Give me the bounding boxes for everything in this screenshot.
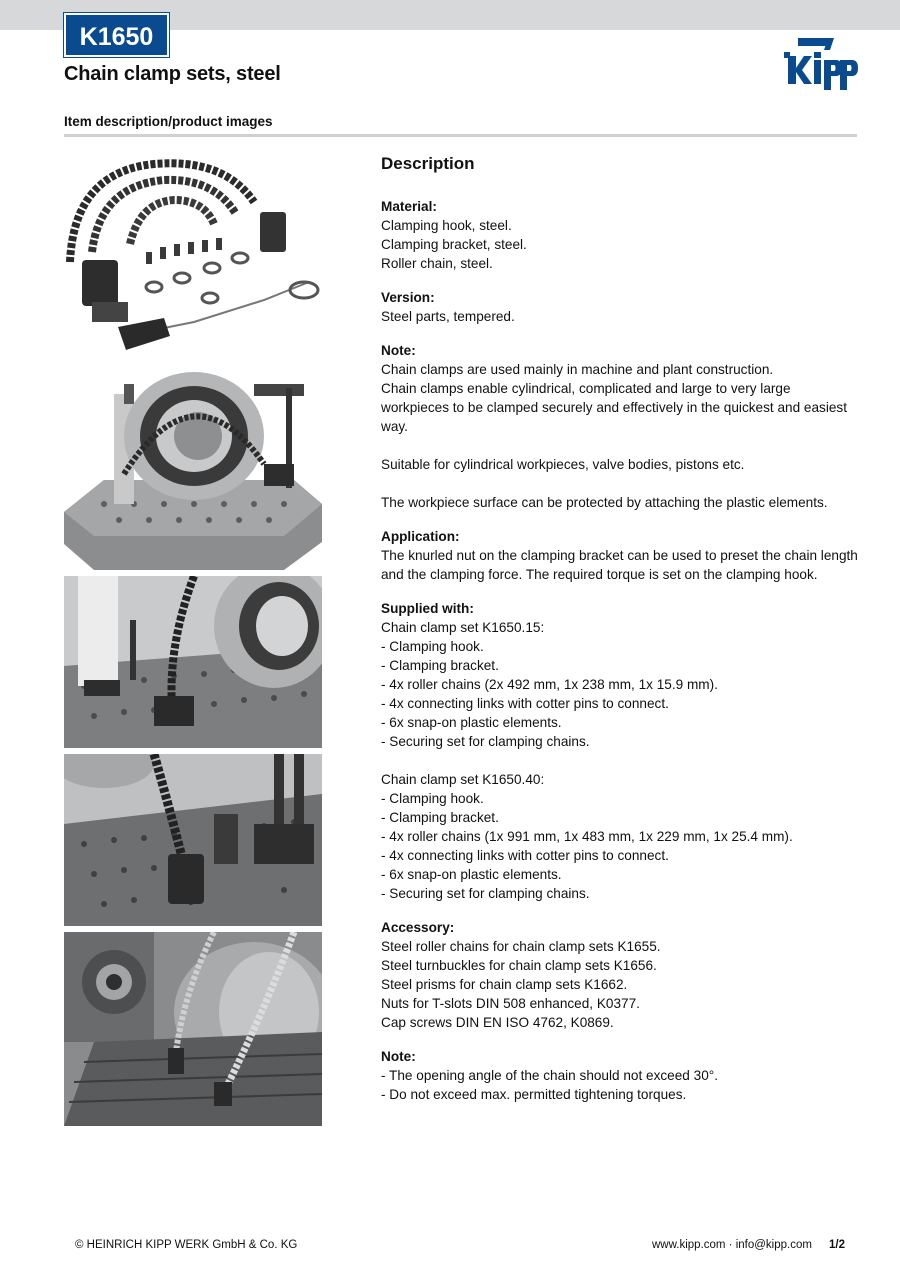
kipp-logo bbox=[784, 38, 858, 90]
note-paragraph: The workpiece surface can be protected by attaching the plastic elements. bbox=[381, 495, 828, 510]
material-section bbox=[381, 197, 861, 273]
note-label: Note: bbox=[381, 343, 416, 358]
product-image-machine-setup bbox=[64, 932, 322, 1126]
note-line: - Do not exceed max. permitted tightening torques. bbox=[381, 1087, 687, 1102]
description-content bbox=[381, 152, 861, 1119]
header-rule bbox=[64, 134, 857, 137]
product-image-housing-clamped bbox=[64, 364, 322, 570]
set-title: Chain clamp set K1650.40: bbox=[381, 772, 545, 787]
list-item: - 4x roller chains (1x 991 mm, 1x 483 mm, 1x 229 mm, 1x 25.4 mm). bbox=[381, 829, 793, 844]
application-text: The knurled nut on the clamping bracket can be used to preset the chain length and the clamping force. The required torque is set on the clamping hook. bbox=[381, 548, 858, 582]
material-line: Roller chain, steel. bbox=[381, 256, 493, 271]
set-title: Chain clamp set K1650.15: bbox=[381, 620, 545, 635]
accessory-line: Nuts for T-slots DIN 508 enhanced, K0377. bbox=[381, 996, 640, 1011]
material-label: Material: bbox=[381, 199, 437, 214]
material-line: Clamping bracket, steel. bbox=[381, 237, 527, 252]
footer-contact: www.kipp.com · info@kipp.com bbox=[652, 1239, 812, 1251]
note-paragraph: Suitable for cylindrical workpieces, valve bodies, pistons etc. bbox=[381, 457, 745, 472]
accessory-line: Cap screws DIN EN ISO 4762, K0869. bbox=[381, 1015, 614, 1030]
accessory-section bbox=[381, 918, 861, 1032]
list-item: - Clamping hook. bbox=[381, 791, 484, 806]
application-label: Application: bbox=[381, 529, 460, 544]
note-section bbox=[381, 341, 861, 512]
list-item: - 4x connecting links with cotter pins to connect. bbox=[381, 848, 669, 863]
list-item: - 4x connecting links with cotter pins to connect. bbox=[381, 696, 669, 711]
version-line: Steel parts, tempered. bbox=[381, 309, 515, 324]
list-item: - Clamping bracket. bbox=[381, 658, 499, 673]
list-item: - 6x snap-on plastic elements. bbox=[381, 715, 562, 730]
note-paragraph: Chain clamps are used mainly in machine and plant construction. bbox=[381, 362, 774, 377]
list-item: - Securing set for clamping chains. bbox=[381, 886, 590, 901]
section-subtitle: Item description/product images bbox=[64, 114, 273, 129]
list-item: - Securing set for clamping chains. bbox=[381, 734, 590, 749]
page-number: 1/2 bbox=[829, 1239, 845, 1251]
material-line: Clamping hook, steel. bbox=[381, 218, 512, 233]
note-line: - The opening angle of the chain should not exceed 30°. bbox=[381, 1068, 718, 1083]
product-image-chain-set bbox=[64, 152, 322, 360]
accessory-line: Steel roller chains for chain clamp sets K1655. bbox=[381, 939, 661, 954]
list-item: - Clamping hook. bbox=[381, 639, 484, 654]
product-image-clamping-hook bbox=[64, 754, 322, 926]
version-label: Version: bbox=[381, 290, 435, 305]
page-title: Chain clamp sets, steel bbox=[64, 63, 281, 85]
accessory-line: Steel prisms for chain clamp sets K1662. bbox=[381, 977, 628, 992]
supplied-section bbox=[381, 599, 861, 903]
footer-copyright: © HEINRICH KIPP WERK GmbH & Co. KG bbox=[75, 1239, 298, 1251]
note-label: Note: bbox=[381, 1049, 416, 1064]
note-section-2 bbox=[381, 1047, 861, 1104]
list-item: - Clamping bracket. bbox=[381, 810, 499, 825]
product-image-chain-detail bbox=[64, 576, 322, 748]
accessory-line: Steel turnbuckles for chain clamp sets K1656. bbox=[381, 958, 657, 973]
product-code-badge: K1650 bbox=[64, 13, 169, 57]
version-section bbox=[381, 288, 861, 326]
accessory-label: Accessory: bbox=[381, 920, 455, 935]
supplied-label: Supplied with: bbox=[381, 601, 474, 616]
list-item: - 6x snap-on plastic elements. bbox=[381, 867, 562, 882]
application-section bbox=[381, 527, 861, 584]
description-heading: Description bbox=[381, 154, 475, 173]
note-paragraph: Chain clamps enable cylindrical, complicated and large to very large workpieces to be clamped securely and effectively in the quickest and easiest way. bbox=[381, 381, 847, 434]
list-item: - 4x roller chains (2x 492 mm, 1x 238 mm, 1x 15.9 mm). bbox=[381, 677, 718, 692]
